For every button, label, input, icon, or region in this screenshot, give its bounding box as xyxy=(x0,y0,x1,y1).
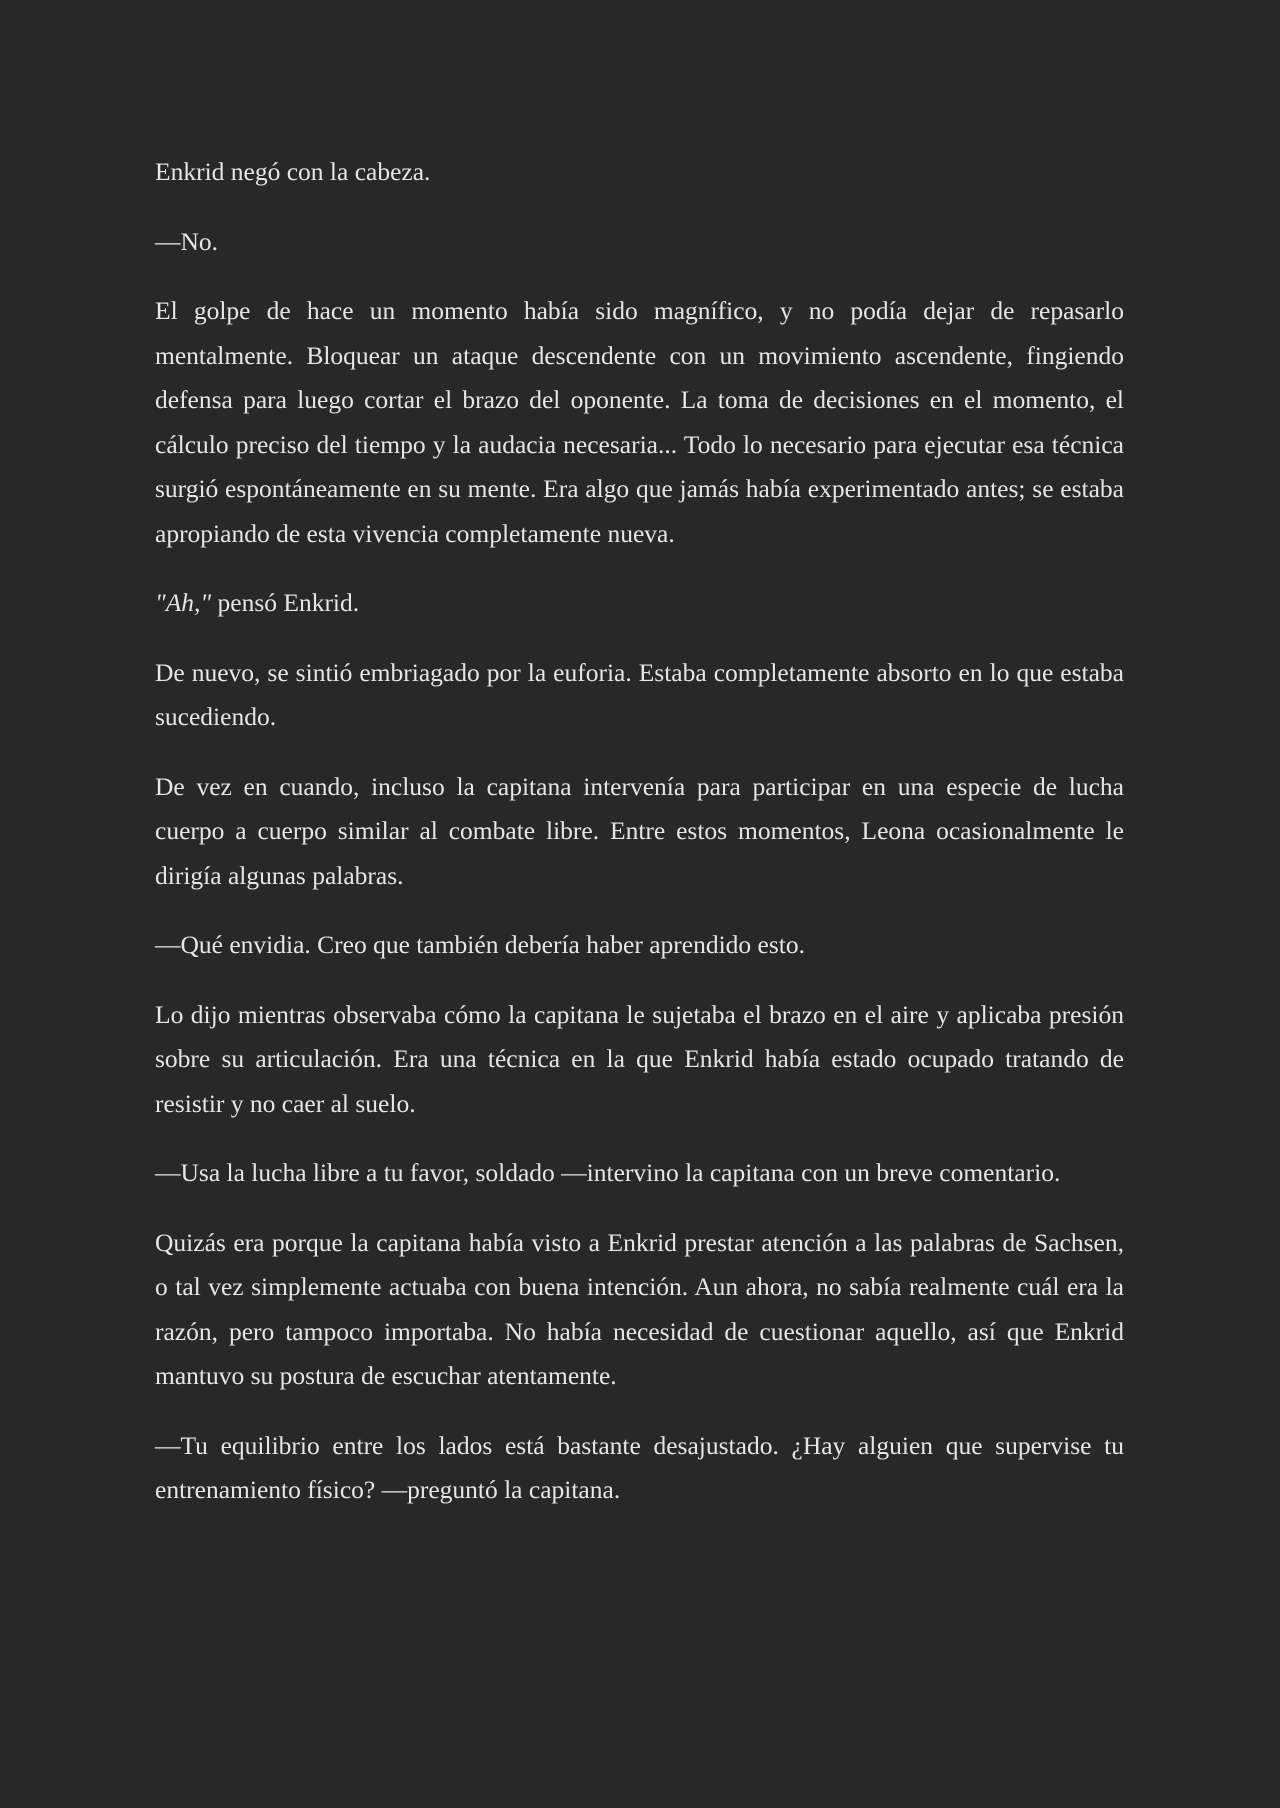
paragraph: —Qué envidia. Creo que también debería haber aprendido esto. xyxy=(155,930,806,959)
reader-page xyxy=(155,150,1124,1538)
paragraph: Lo dijo mientras observaba cómo la capitana le sujetaba el brazo en el aire y aplicaba presión sobre su articulación. Era una técnica en la que Enkrid había estado ocupado tratando de resistir y no caer al suelo. xyxy=(155,999,1124,1118)
paragraph: De vez en cuando, incluso la capitana intervenía para participar en una especie de lucha cuerpo a cuerpo similar al combate libre. Entre estos momentos, Leona ocasionalmente le dirigía algunas palabras. xyxy=(155,771,1124,890)
paragraph: —Tu equilibrio entre los lados está bastante desajustado. ¿Hay alguien que supervise tu entrenamiento físico? —preguntó la capitana. xyxy=(155,1430,1124,1504)
paragraph: —No. xyxy=(155,226,219,256)
paragraph: Quizás era porque la capitana había visto a Enkrid prestar atención a las palabras de Sachsen, o tal vez simplemente actuaba con buena intención. Aun ahora, no sabía realmente cuál era la razón, pero tampoco importaba. No había necesidad de cuestionar aquello, así que Enkrid mantuvo su postura de escuchar atentamente. xyxy=(155,1227,1124,1390)
thought-attribution: pensó Enkrid. xyxy=(211,588,360,617)
paragraph xyxy=(155,581,1124,626)
thought-quote: "Ah," xyxy=(155,588,212,617)
paragraph: De nuevo, se sintió embriagado por la euforia. Estaba completamente absorto en lo que estaba sucediendo. xyxy=(155,657,1124,731)
paragraph: —Usa la lucha libre a tu favor, soldado —intervino la capitana con un breve comentario. xyxy=(155,1158,1061,1187)
paragraph: Enkrid negó con la cabeza. xyxy=(155,157,431,186)
paragraph: El golpe de hace un momento había sido magnífico, y no podía dejar de repasarlo mentalmente. Bloquear un ataque descendente con un movimiento ascendente, fingiendo defensa para luego cortar el brazo del oponente. La toma de decisiones en el momento, el cálculo preciso del tiempo y la audacia necesaria... Todo lo necesario para ejecutar esa técnica surgió espontáneamente en su mente. Era algo que jamás había experimentado antes; se estaba apropiando de esta vivencia completamente nueva. xyxy=(155,296,1124,548)
